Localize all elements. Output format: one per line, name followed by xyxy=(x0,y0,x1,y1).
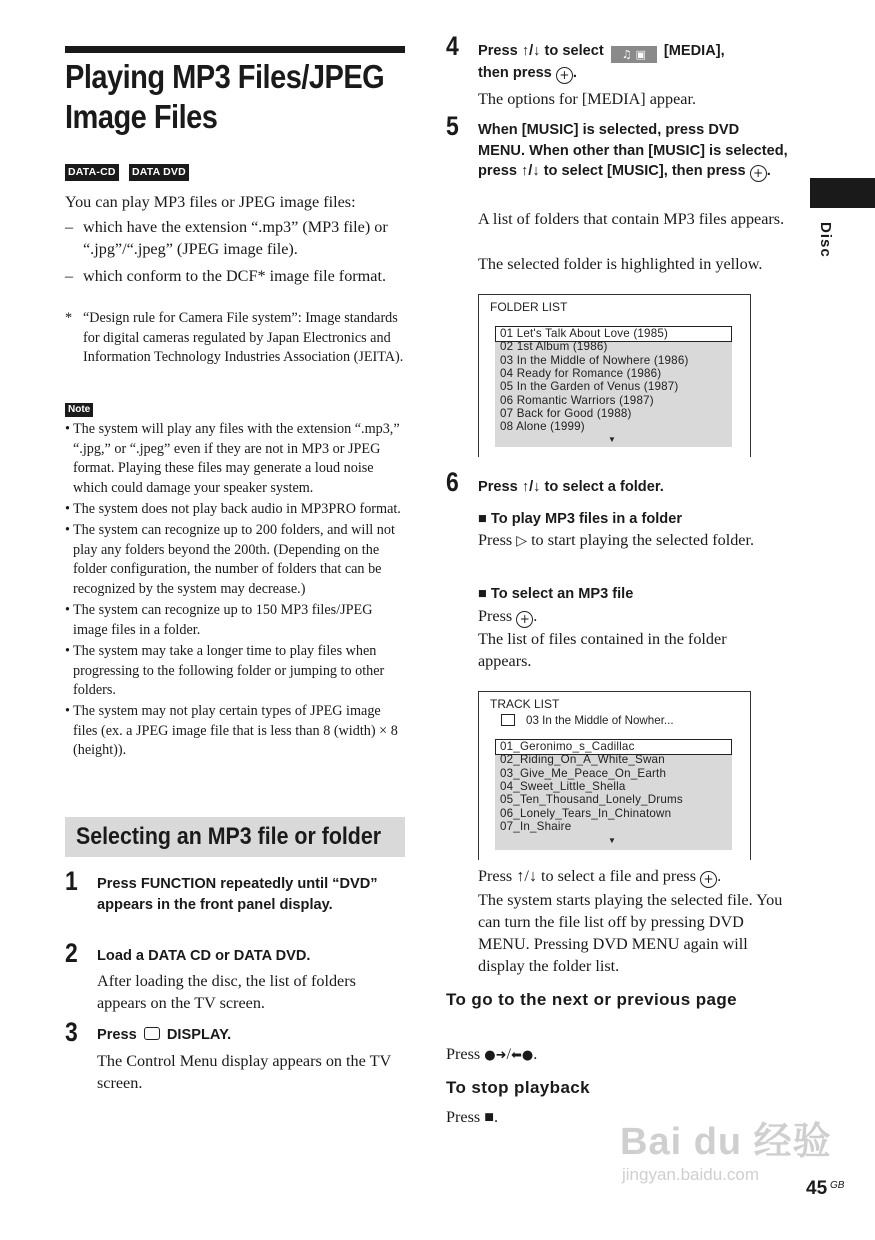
square-bullet-icon: ■ xyxy=(478,511,487,527)
note-item: • The system may take a longer time to play files when progressing to the following folder or jumping to other folders. xyxy=(65,642,407,701)
after-track-text-b: The system starts playing the selected file. You can turn the file list off by pressing DVD MENU. Pressing DVD MENU again will display the folder list. xyxy=(478,891,783,975)
step-3-text: The Control Menu display appears on the TV screen. xyxy=(97,1052,391,1092)
step-2-instruction: Load a DATA CD or DATA DVD. xyxy=(97,948,311,964)
note-item: • The system can recognize up to 150 MP3 files/JPEG image files in a folder. xyxy=(65,601,407,640)
folder-row[interactable]: 03 In the Middle of Nowhere (1986) xyxy=(500,353,689,367)
step-number: 5 xyxy=(446,111,459,141)
next-page-heading: To go to the next or previous page xyxy=(446,990,737,1009)
notes-list xyxy=(65,420,407,763)
track-list-header: TRACK LIST xyxy=(490,697,560,711)
next-icon: ●➜ xyxy=(484,1048,507,1063)
page-title: Playing MP3 Files/JPEG Image Files xyxy=(65,58,385,135)
select-file-text-a: Press + . xyxy=(478,607,538,626)
step-number: 2 xyxy=(65,938,78,968)
section-tab-marker xyxy=(810,178,875,208)
play-folder-heading: ■ To play MP3 files in a folder xyxy=(478,511,682,527)
step-1-instruction: Press FUNCTION repeatedly until “DVD” appears in the front panel display. xyxy=(97,876,378,913)
previous-icon: ⬅● xyxy=(510,1048,534,1063)
track-row[interactable]: 02_Riding_On_A_White_Swan xyxy=(500,753,665,767)
select-file-text-b: The list of files contained in the folder appears. xyxy=(478,630,727,670)
section-tab-label: Disc xyxy=(817,222,834,258)
track-row[interactable]: 05_Ten_Thousand_Lonely_Drums xyxy=(500,793,683,807)
step-number: 3 xyxy=(65,1017,78,1047)
data-dvd-badge: DATA DVD xyxy=(129,164,189,181)
enter-button-icon: + xyxy=(700,871,717,888)
next-page-text: Press ●➜/⬅●. xyxy=(446,1045,538,1063)
track-row[interactable]: 04_Sweet_Little_Shella xyxy=(500,779,626,793)
track-row[interactable]: 06_Lonely_Tears_In_Chinatown xyxy=(500,806,672,820)
square-bullet-icon: ■ xyxy=(478,586,487,602)
step-number: 1 xyxy=(65,866,78,896)
intro-item: – which have the extension “.mp3” (MP3 file) or “.jpg”/“.jpeg” (JPEG image file). xyxy=(65,218,388,258)
enter-button-icon: + xyxy=(516,611,533,628)
folder-row[interactable]: 06 Romantic Warriors (1987) xyxy=(500,393,654,407)
folder-list-screen xyxy=(478,294,751,457)
track-list-area xyxy=(495,739,732,850)
track-row[interactable]: 01_Geronimo_s_Cadillac xyxy=(500,740,635,753)
step-number: 4 xyxy=(446,31,459,61)
play-icon: ▷ xyxy=(516,533,528,549)
scroll-down-icon[interactable]: ▼ xyxy=(608,836,616,845)
intro-item: – which conform to the DCF* image file format. xyxy=(65,267,386,285)
step-5-text-a: A list of folders that contain MP3 files appears. xyxy=(478,210,785,228)
current-folder: 03 In the Middle of Nowher... xyxy=(526,714,674,727)
folder-row[interactable]: 01 Let's Talk About Love (1985) xyxy=(500,327,669,340)
step-3-instruction: Press DISPLAY. xyxy=(97,1027,232,1043)
folder-list-header: FOLDER LIST xyxy=(490,300,568,314)
select-file-heading: ■ To select an MP3 file xyxy=(478,586,634,602)
folder-list-area xyxy=(495,326,732,447)
display-button-icon xyxy=(144,1027,160,1040)
step-5-instruction: When [MUSIC] is selected, press DVD MENU. When other than [MUSIC] is selected, press ↑/↓ to select [MUSIC], then press + . xyxy=(478,122,788,180)
step-4-text: The options for [MEDIA] appear. xyxy=(478,90,697,108)
step-2-text: After loading the disc, the list of folders appears on the TV screen. xyxy=(97,972,356,1012)
step-number: 6 xyxy=(446,467,459,497)
note-item: • The system may not play certain types of JPEG image files (ex. a JPEG image file that is less than 8 (width) × 8 (height)). xyxy=(65,702,407,761)
data-cd-badge: DATA-CD xyxy=(65,164,119,181)
stop-text: Press ■. xyxy=(446,1108,499,1126)
step-5-text-b: The selected folder is highlighted in yellow. xyxy=(478,255,763,273)
play-folder-text: Press ▷ to start playing the selected folder. xyxy=(478,531,755,549)
folder-row[interactable]: 07 Back for Good (1988) xyxy=(500,406,632,420)
footnote: * “Design rule for Camera File system”: Image standards for digital cameras regulated by Japan Electronics and Information Technology Industries Association (JEITA). xyxy=(65,310,404,366)
track-row[interactable]: 03_Give_Me_Peace_On_Earth xyxy=(500,766,667,780)
note-item: • The system will play any files with the extension “.mp3,” “.jpg,” or “.jpeg” even if they are not in MP3 or JPEG format. Playing these files may generate a loud noise which could damage your speaker system. xyxy=(65,420,407,498)
folder-row[interactable]: 04 Ready for Romance (1986) xyxy=(500,366,662,380)
folder-row[interactable]: 02 1st Album (1986) xyxy=(500,340,608,354)
after-track-text-a: Press ↑/↓ to select a file and press + . xyxy=(478,867,722,886)
track-row[interactable]: 07_In_Shaire xyxy=(500,819,572,833)
section-title: Selecting an MP3 file or folder xyxy=(76,823,382,850)
page-suffix: GB xyxy=(830,1180,845,1191)
title-rule xyxy=(65,46,405,53)
folder-icon xyxy=(501,714,515,726)
step-6-instruction: Press ↑/↓ to select a folder. xyxy=(478,479,664,495)
media-icon: ♫ ▣ xyxy=(611,46,657,63)
enter-button-icon: + xyxy=(750,165,767,182)
watermark: Bai du 经验 jingyan.baidu.com xyxy=(620,1121,832,1184)
folder-row[interactable]: 08 Alone (1999) xyxy=(500,420,585,434)
scroll-down-icon[interactable]: ▼ xyxy=(608,435,616,444)
stop-heading: To stop playback xyxy=(446,1078,591,1097)
enter-button-icon: + xyxy=(556,67,573,84)
intro-text: You can play MP3 files or JPEG image files: xyxy=(65,193,356,211)
step-4-instruction: Press ↑/↓ to select ♫ ▣ [MEDIA], then press + . xyxy=(478,43,725,82)
note-item: • The system can recognize up to 200 folders, and will not play any folders beyond the 200th. (Depending on the folder configuration, the number of folders that can be recognized by the system may decrease.) xyxy=(65,521,407,599)
folder-row[interactable]: 05 In the Garden of Venus (1987) xyxy=(500,380,679,394)
note-badge: Note xyxy=(65,403,93,417)
note-item: • The system does not play back audio in MP3PRO format. xyxy=(65,500,407,520)
page-number: 45 xyxy=(806,1178,828,1199)
track-list-screen xyxy=(478,691,751,860)
